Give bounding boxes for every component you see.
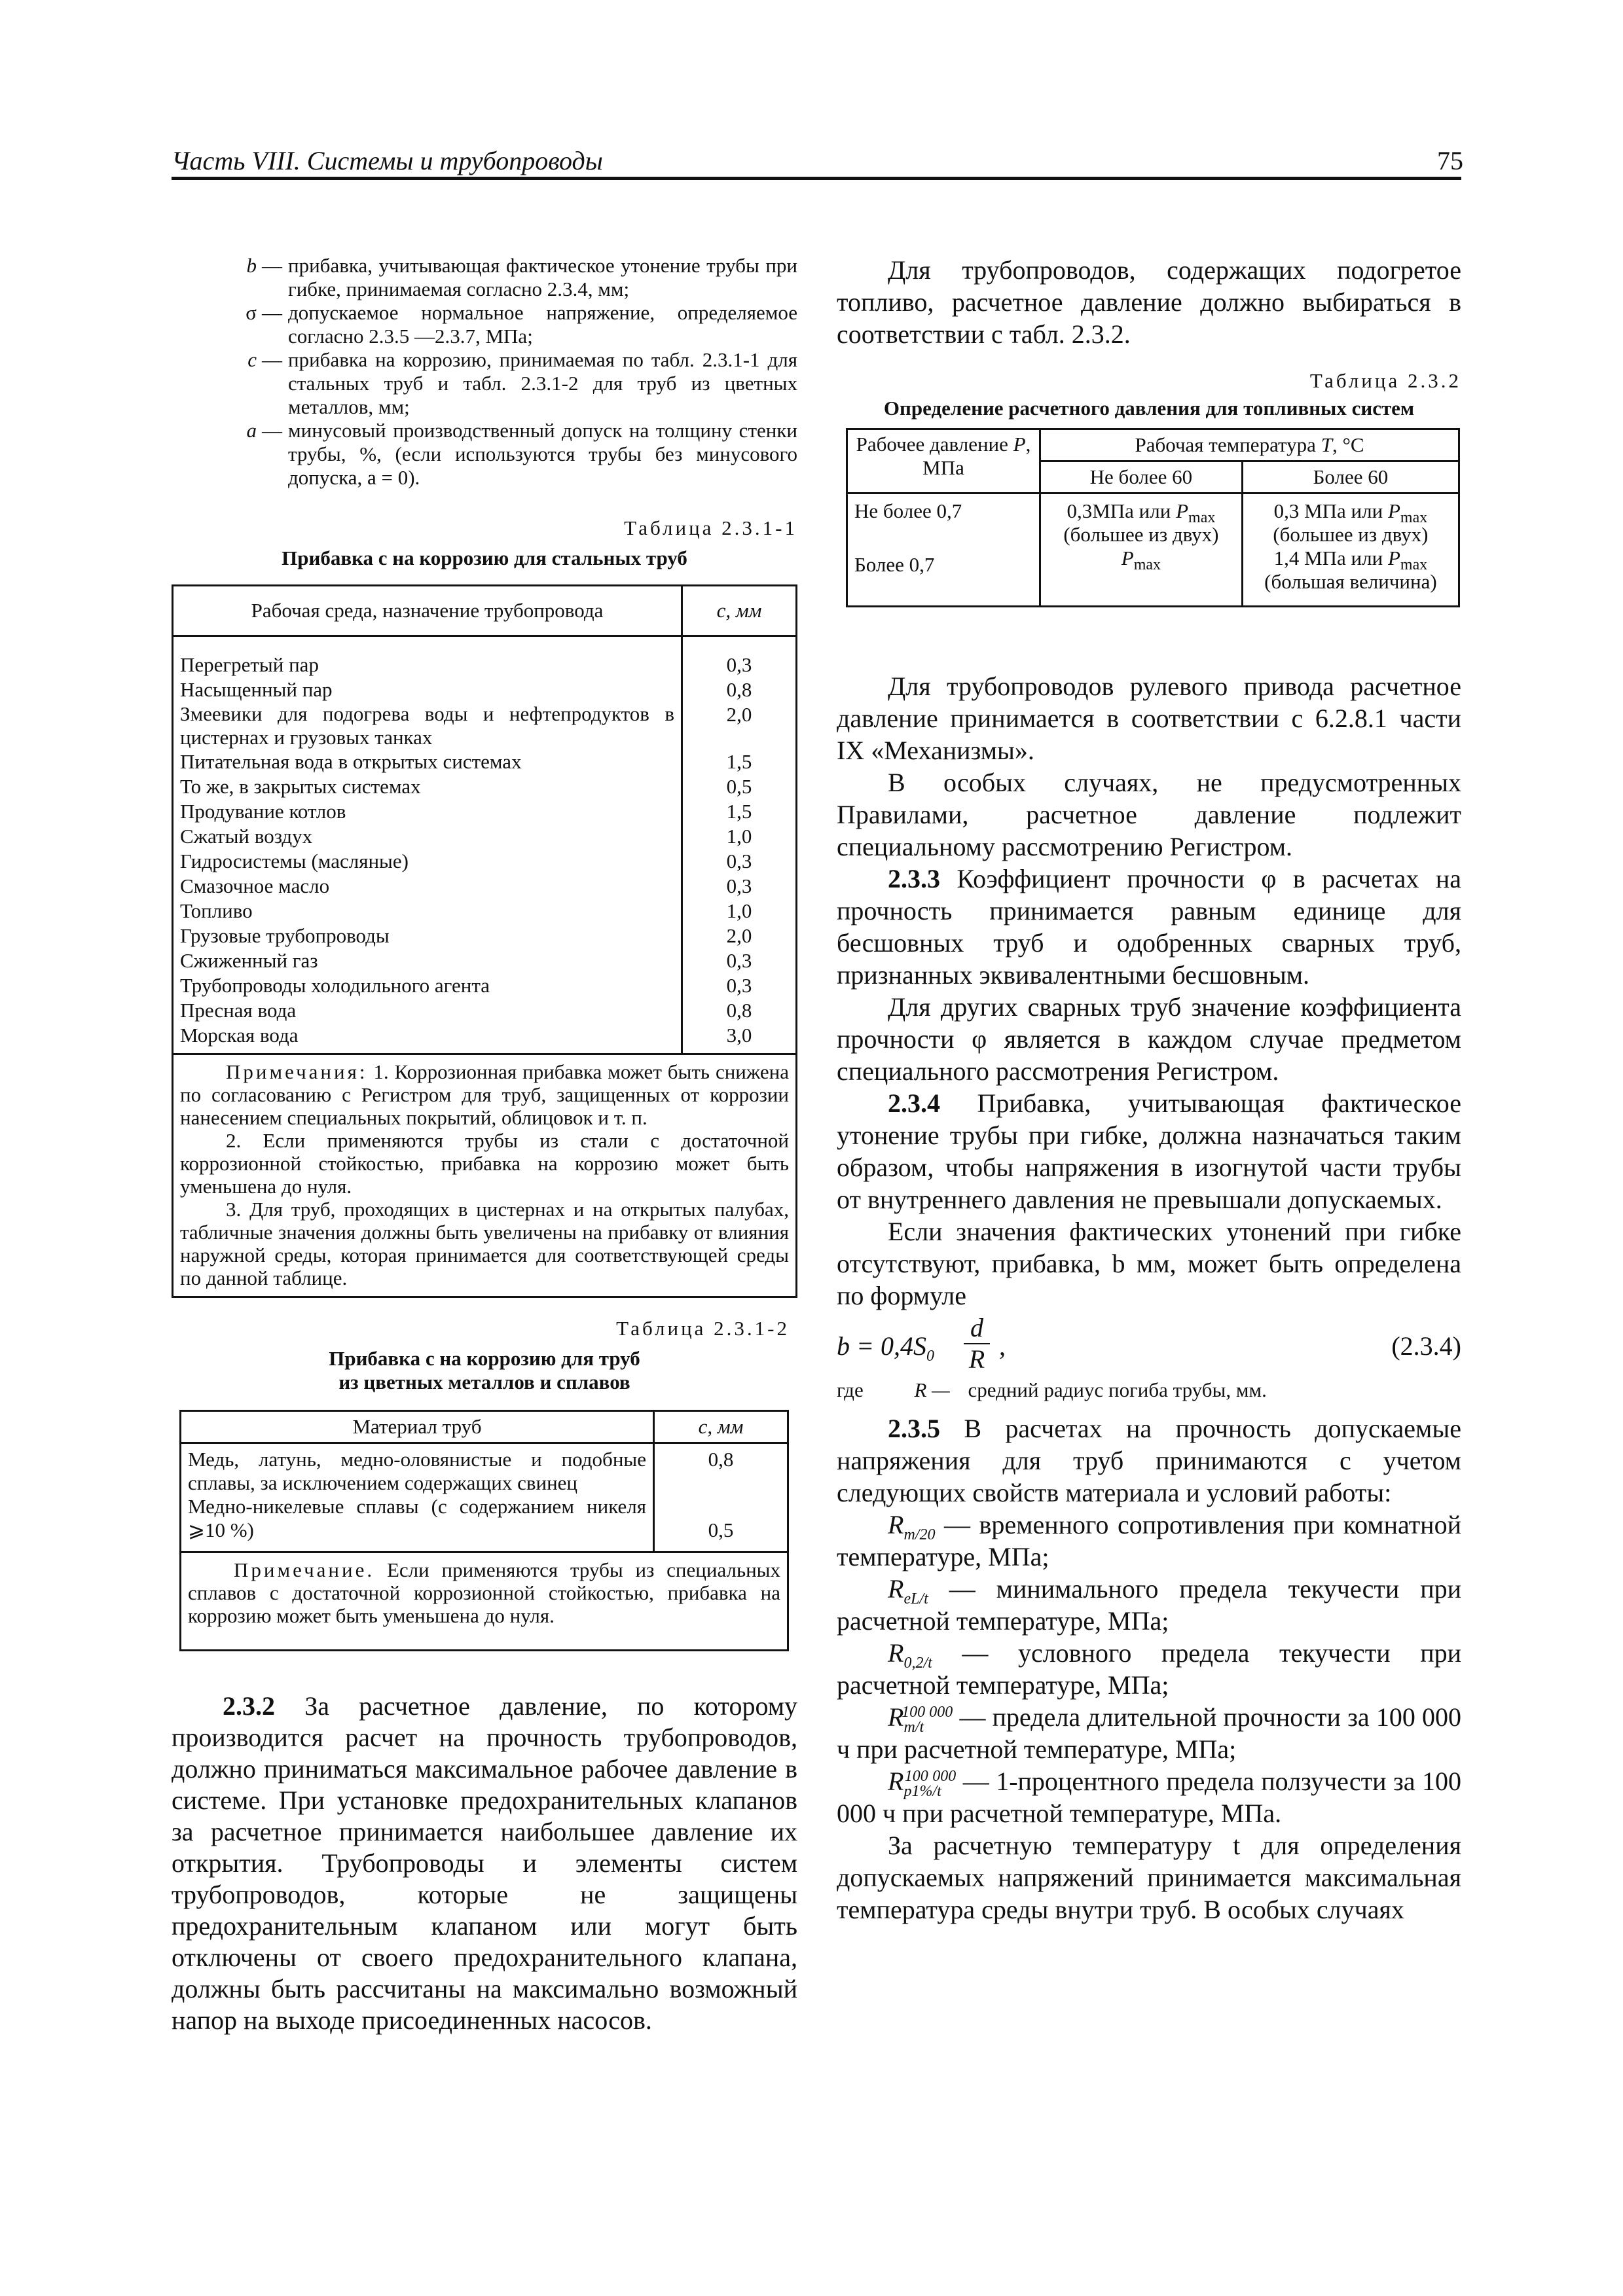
- header-le60: Не более 60: [1040, 461, 1243, 493]
- material-cell: Медь, латунь, медно-оловянистые и подобные сплавы, за исключением содержащих свинец: [181, 1443, 654, 1496]
- property-r02: [837, 1637, 1461, 1701]
- section-number: 2.3.3: [888, 864, 940, 893]
- formula-numerator: d: [970, 1313, 983, 1342]
- table-2-3-1-1-title: Прибавка c на коррозию для стальных труб: [282, 547, 687, 569]
- pressure-row2: Более 0,7: [854, 553, 935, 576]
- symbol-rel: $R_{eL/t}$: [888, 1574, 928, 1607]
- definition-text: прибавка на коррозию, принимаемая по табл. 2.3.1-1 для стальных труб и табл. 2.3.1-2 для труб из цветных металлов, мм;: [288, 348, 797, 418]
- table-2-3-1-2: [179, 1410, 789, 1651]
- medium-cell: Грузовые трубопроводы: [173, 924, 682, 948]
- definition-dash: —: [262, 348, 282, 371]
- gt60-cell: [1242, 493, 1459, 607]
- medium-cell: Сжиженный газ: [173, 948, 682, 973]
- medium-cell: Пресная вода: [173, 998, 682, 1023]
- symbol-r02: $R_{0,2/t}$: [888, 1638, 932, 1672]
- section-number: 2.3.5: [888, 1414, 940, 1443]
- formula-lhs: [837, 1330, 934, 1365]
- value-cell: 0,3: [726, 949, 752, 972]
- medium-cell: Гидросистемы (масляные): [173, 849, 682, 874]
- header-gt60: Более 60: [1313, 465, 1389, 488]
- section-2-3-4: [837, 1087, 1461, 1215]
- table-row: [173, 702, 795, 749]
- page-number: 75: [1437, 146, 1463, 175]
- definition-symbol: σ: [246, 301, 257, 324]
- table-2-3-1-1-grid: [173, 586, 795, 1053]
- section-2-3-3: [837, 863, 1461, 991]
- material-cell: Медно-никелевые сплавы (с содержанием никеля ⩾10 %): [181, 1495, 654, 1551]
- value-cell: 0,3: [726, 653, 752, 676]
- running-header-title: Часть VIII. Системы и трубопроводы: [172, 146, 603, 175]
- table-2-3-1-1-caption: Таблица 2.3.1-1: [624, 516, 797, 539]
- note-text: Если применяются трубы из специальных сплавов с достаточной коррозионной стойкостью, прибавка на коррозию может быть уменьшена до нуля.: [188, 1558, 780, 1627]
- definition-dash: —: [262, 254, 282, 277]
- table-row: [173, 948, 795, 973]
- table-2-3-2-caption: Таблица 2.3.2: [1309, 369, 1461, 392]
- table-row: [173, 799, 795, 824]
- table-row: [173, 998, 795, 1023]
- medium-cell: Сжатый воздух: [173, 824, 682, 849]
- value-cell: 0,8: [726, 999, 752, 1022]
- formula-2-3-4: [837, 1312, 1461, 1374]
- table-header-medium: Рабочая среда, назначение трубопровода: [173, 586, 682, 636]
- table-row: [181, 1443, 787, 1496]
- table-row: [173, 749, 795, 774]
- other-welded-paragraph: Для других сварных труб значение коэффициента прочности φ является в каждом случае предметом специального рассмотрения Регистром.: [837, 992, 1461, 1086]
- table-row: [173, 924, 795, 948]
- table-row: [173, 1023, 795, 1048]
- value-cell: 1,5: [726, 800, 752, 823]
- value-cell: 1,0: [726, 825, 752, 848]
- table-header-c-mm: c, мм: [698, 1415, 744, 1438]
- section-2-3-5: [837, 1412, 1461, 1509]
- table-2-3-1-2-note: [181, 1551, 787, 1649]
- property-rmt: [837, 1701, 1461, 1765]
- note-3: 3. Для труб, проходящих в цистернах и на открытых палубах, табличные значения должны быть увеличены на прибавку от влияния наружной среды, которая принимается для соответствующей среды по данной таблице.: [180, 1198, 789, 1289]
- definition-symbol: c: [247, 348, 257, 371]
- property-text: — 1-процентного предела ползучести за 100 000 ч при расчетной температуре, МПа.: [837, 1767, 1462, 1828]
- gt60-row1: 0,3 МПа или $P_{max}$ (большее из двух): [1273, 499, 1429, 546]
- definition-text: прибавка, учитывающая фактическое утонение трубы при гибке, принимаемая согласно 2.3.4, мм;: [288, 254, 797, 300]
- medium-cell: Морская вода: [173, 1023, 682, 1048]
- table-row: [173, 849, 795, 874]
- pressure-cell: [847, 493, 1040, 607]
- section-number: 2.3.4: [888, 1088, 940, 1118]
- definition-b: [172, 254, 797, 301]
- header-rule: [172, 177, 1461, 180]
- definition-dash: —: [262, 419, 282, 442]
- medium-cell: Насыщенный пар: [173, 677, 682, 702]
- medium-cell: Змеевики для подогрева воды и нефтепродуктов в цистернах и грузовых танках: [173, 702, 682, 749]
- property-text: — условного предела текучести при расчетной температуре, МПа;: [837, 1638, 1462, 1700]
- definition-a: [172, 419, 797, 490]
- medium-cell: Трубопроводы холодильного агента: [173, 973, 682, 998]
- medium-cell: То же, в закрытых системах: [173, 774, 682, 799]
- medium-cell: Продувание котлов: [173, 799, 682, 824]
- table-row: [173, 874, 795, 899]
- where-text: средний радиус погиба трубы, мм.: [968, 1378, 1267, 1401]
- left-column: [172, 254, 797, 2036]
- table-2-3-1-1-notes: [173, 1053, 795, 1296]
- value-cell: 0,5: [726, 775, 752, 798]
- header-temperature: Рабочая температура T, °C: [1040, 429, 1459, 461]
- where-line: [837, 1377, 1461, 1403]
- note-1: 1. Коррозионная прибавка может быть снижена по согласованию с Регистром для труб, защищенных от коррозии нанесением специальных покрытий, облицовок и т. п.: [180, 1060, 790, 1129]
- where-symbol: R —: [914, 1378, 950, 1401]
- property-rm20: [837, 1509, 1461, 1573]
- value-cell: 0,3: [726, 874, 752, 897]
- design-temperature-paragraph: За расчетную температуру t для определения допускаемых напряжений принимается максимальная температура среды внутри труб. В особых случаях: [837, 1831, 1461, 1924]
- value-cell: 3,0: [726, 1024, 752, 1047]
- where-label: где: [837, 1378, 864, 1401]
- table-2-3-1-2-title-1: Прибавка c на коррозию для труб: [329, 1347, 640, 1370]
- table-row: [173, 899, 795, 924]
- formula-sub: 0: [926, 1348, 934, 1365]
- section-2-3-3-text: Коэффициент прочности φ в расчетах на прочность принимается равным единице для бесшовных труб и одобренных сварных труб, признанных эквивалентными бесшовным.: [837, 864, 1462, 990]
- symbol-rmt: $R_{m/t}^{100 000}$: [888, 1702, 953, 1736]
- value-cell: 0,8: [708, 1448, 734, 1471]
- table-2-3-1-2-title-2: из цветных металлов и сплавов: [338, 1371, 630, 1393]
- table-row: [173, 653, 795, 677]
- right-body: [837, 670, 1461, 1926]
- notes-label: Примечания:: [226, 1060, 368, 1083]
- table-2-3-2-title: Определение расчетного давления для топливных систем: [883, 397, 1415, 420]
- medium-cell: Топливо: [173, 899, 682, 924]
- header-pressure: Рабочее давление P, МПа: [847, 429, 1040, 493]
- special-paragraph: В особых случаях, не предусмотренных Правилами, расчетное давление подлежит специальному рассмотрению Регистром.: [837, 768, 1461, 861]
- table-2-3-2: [846, 428, 1460, 607]
- definition-text: минусовый производственный допуск на толщину стенки трубы, %, (если используются трубы без минусового допуска, a = 0).: [288, 419, 797, 489]
- medium-cell: Перегретый пар: [173, 653, 682, 677]
- section-2-3-5-text: В расчетах на прочность допускаемые напряжения для труб принимаются с учетом следующих свойств материала и условий работы:: [837, 1414, 1462, 1507]
- definition-c: [172, 348, 797, 419]
- table-header-material: Материал труб: [181, 1412, 654, 1443]
- property-rel: [837, 1573, 1461, 1637]
- table-row: [173, 973, 795, 998]
- section-2-3-2: [172, 1691, 797, 2036]
- table-row: [181, 1495, 787, 1551]
- value-cell: 0,3: [726, 974, 752, 997]
- table-2-3-1-2-caption: Таблица 2.3.1-2: [616, 1317, 790, 1340]
- formula-number: (2.3.4): [1391, 1331, 1461, 1361]
- medium-cell: Смазочное масло: [173, 874, 682, 899]
- symbol-rm20: $R_{m/20}$: [888, 1510, 936, 1543]
- note-label: Примечание.: [234, 1558, 375, 1581]
- definition-text: допускаемое нормальное напряжение, определяемое согласно 2.3.5 —2.3.7, МПа;: [288, 301, 797, 348]
- table-row: [847, 493, 1459, 607]
- le60-cell: [1040, 493, 1243, 607]
- value-cell: 1,5: [726, 750, 752, 773]
- table-row: [173, 824, 795, 849]
- le60-row1: 0,3МПа или $P_{max}$ (большее из двух): [1063, 499, 1219, 546]
- if-values-paragraph: Если значения фактических утонений при гибке отсутствуют, прибавка, b мм, может быть определена по формуле: [837, 1217, 1461, 1310]
- definition-sigma: [172, 301, 797, 348]
- section-number: 2.3.2: [223, 1691, 275, 1721]
- le60-row2: $P_{max}$: [1121, 547, 1161, 574]
- definition-symbol: a: [246, 419, 257, 442]
- medium-cell: Питательная вода в открытых системах: [173, 749, 682, 774]
- formula-denominator: R: [968, 1344, 985, 1374]
- gt60-row2: 1,4 МПа или $P_{max}$ (большая величина): [1264, 547, 1437, 593]
- property-text: — временного сопротивления при комнатной температуре, МПа;: [837, 1510, 1461, 1571]
- pressure-row1: Не более 0,7: [854, 499, 962, 522]
- table-row: [173, 677, 795, 702]
- value-cell: 1,0: [726, 899, 752, 922]
- property-text: — минимального предела текучести при расчетной температуре, МПа;: [837, 1574, 1462, 1636]
- table-header-c-mm: c, мм: [716, 599, 762, 622]
- value-cell: 0,8: [726, 678, 752, 701]
- property-text: — предела длительной прочности за 100 000 ч при расчетной температуре, МПа;: [837, 1702, 1461, 1764]
- formula-comma: ,: [999, 1331, 1006, 1361]
- table-row: [173, 774, 795, 799]
- right-column: [837, 254, 1461, 1926]
- value-cell: 2,0: [726, 703, 752, 726]
- value-cell: 0,5: [708, 1518, 734, 1541]
- fuel-paragraph: Для трубопроводов, содержащих подогретое топливо, расчетное давление должно выбираться в соответствии с табл. 2.3.2.: [837, 255, 1461, 349]
- value-cell: 0,3: [726, 850, 752, 872]
- note-2: 2. Если применяются трубы из стали с достаточной коррозионной стойкостью, прибавка на коррозию может быть уменьшена до нуля.: [180, 1129, 789, 1198]
- definition-symbol: b: [246, 254, 257, 277]
- table-2-3-1-1: [172, 584, 797, 1298]
- formula-lhs-text: b = 0,4S: [837, 1331, 926, 1361]
- steering-paragraph: Для трубопроводов рулевого привода расчетное давление принимается в соответствии с 6.2.8.1 части IX «Механизмы».: [837, 672, 1461, 765]
- property-rp1: [837, 1765, 1461, 1829]
- value-cell: 2,0: [726, 924, 752, 947]
- definitions-list: [172, 254, 797, 490]
- section-2-3-2-text: За расчетное давление, по которому производится расчет на прочность трубопроводов, должно приниматься максимальное рабочее давление в системе. При установке предохранительных клапанов за расчетное принимается наибольшее давление их открытия. Трубопроводы и элементы систем трубопроводов, которые не защищены предохранительным клапаном или могут быть отключены от своего предохранительного клапана, должны быть рассчитаны на максимально возможный напор на выходе присоединенных насосов.: [172, 1691, 798, 2035]
- definition-dash: —: [262, 301, 282, 324]
- table-2-3-1-2-grid: [181, 1412, 787, 1551]
- symbol-rp1: $R_{p1\%/t}^{100 000}$: [888, 1767, 957, 1800]
- section-2-3-4-text: Прибавка, учитывающая фактическое утонение трубы при гибке, должна назначаться таким образом, чтобы напряжения в изогнутой части трубы от внутреннего давления не превышали допускаемых.: [837, 1088, 1461, 1214]
